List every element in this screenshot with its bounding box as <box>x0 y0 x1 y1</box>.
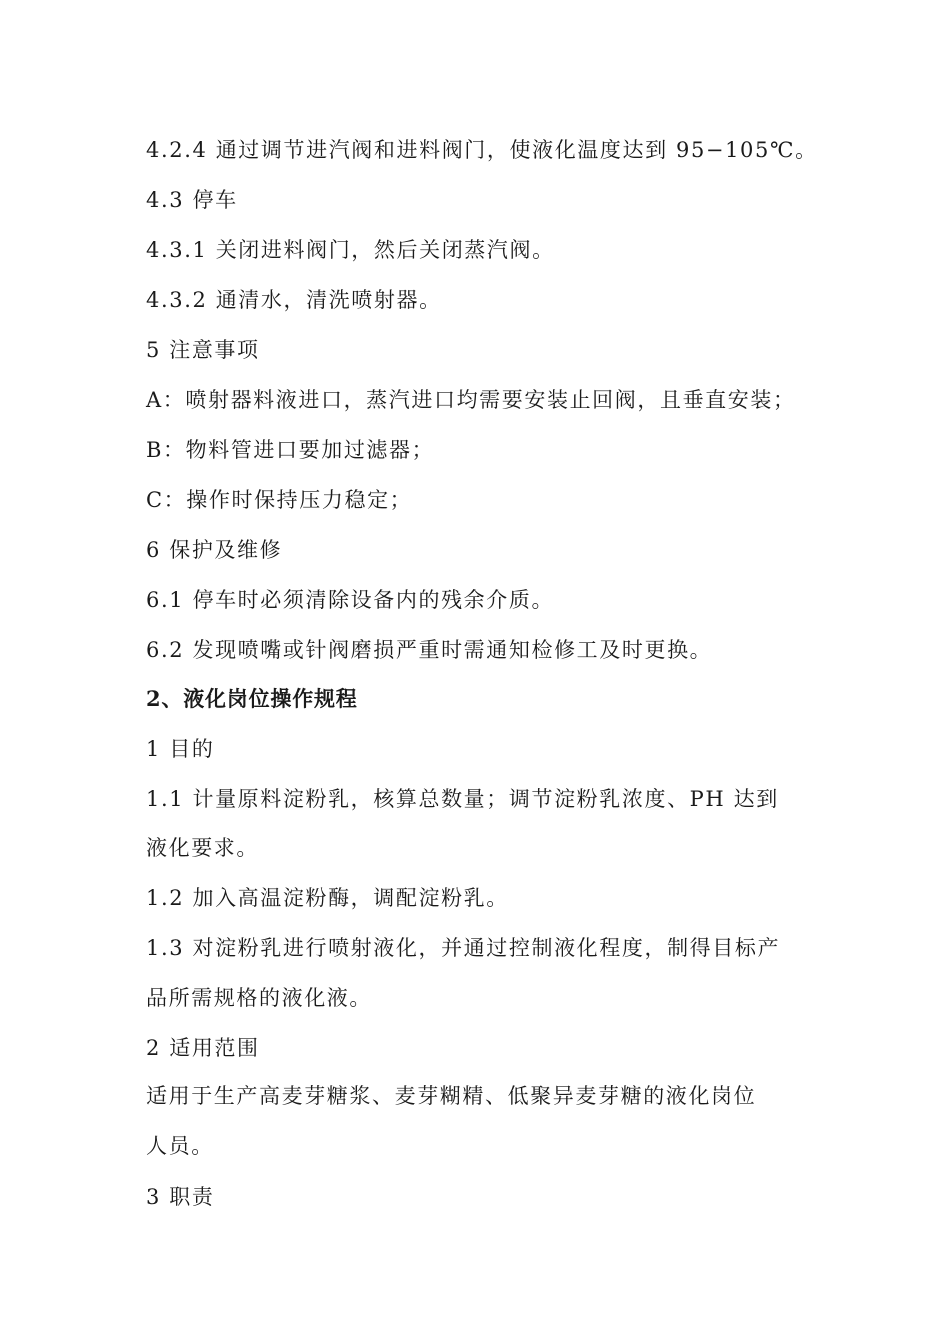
para-6-2: 6.2 发现喷嘴或针阀磨损严重时需通知检修工及时更换。 <box>146 638 713 662</box>
heading-5: 5 注意事项 <box>146 338 260 362</box>
para-4-2-4: 4.2.4 通过调节进汽阀和进料阀门，使液化温度达到 95−105℃。 <box>146 138 818 162</box>
note-b: B：物料管进口要加过滤器； <box>146 438 435 462</box>
note-a: A：喷射器料液进口，蒸汽进口均需要安装止回阀，且垂直安装； <box>146 388 796 412</box>
para-1-1-line1: 1.1 计量原料淀粉乳，核算总数量；调节淀粉乳浓度、PH 达到 <box>146 787 779 811</box>
note-c: C：操作时保持压力稳定； <box>146 488 413 512</box>
para-6-1: 6.1 停车时必须清除设备内的残余介质。 <box>146 588 555 612</box>
heading-4-3: 4.3 停车 <box>146 188 238 212</box>
heading-2: 2 适用范围 <box>146 1036 260 1060</box>
para-4-3-1: 4.3.1 关闭进料阀门，然后关闭蒸汽阀。 <box>146 238 555 262</box>
para-1-1-line2: 液化要求。 <box>146 836 259 860</box>
section-title: 2、液化岗位操作规程 <box>146 686 358 711</box>
para-4-3-2: 4.3.2 通清水，清洗喷射器。 <box>146 288 442 312</box>
heading-1: 1 目的 <box>146 737 215 761</box>
para-1-3-line2: 品所需规格的液化液。 <box>146 986 372 1010</box>
scope-line1: 适用于生产高麦芽糖浆、麦芽糊精、低聚异麦芽糖的液化岗位 <box>146 1084 757 1108</box>
para-1-3-line1: 1.3 对淀粉乳进行喷射液化，并通过控制液化程度，制得目标产 <box>146 936 781 960</box>
scope-line2: 人员。 <box>146 1134 214 1158</box>
para-1-2: 1.2 加入高温淀粉酶，调配淀粉乳。 <box>146 886 509 910</box>
heading-3: 3 职责 <box>146 1185 215 1209</box>
heading-6: 6 保护及维修 <box>146 538 283 562</box>
